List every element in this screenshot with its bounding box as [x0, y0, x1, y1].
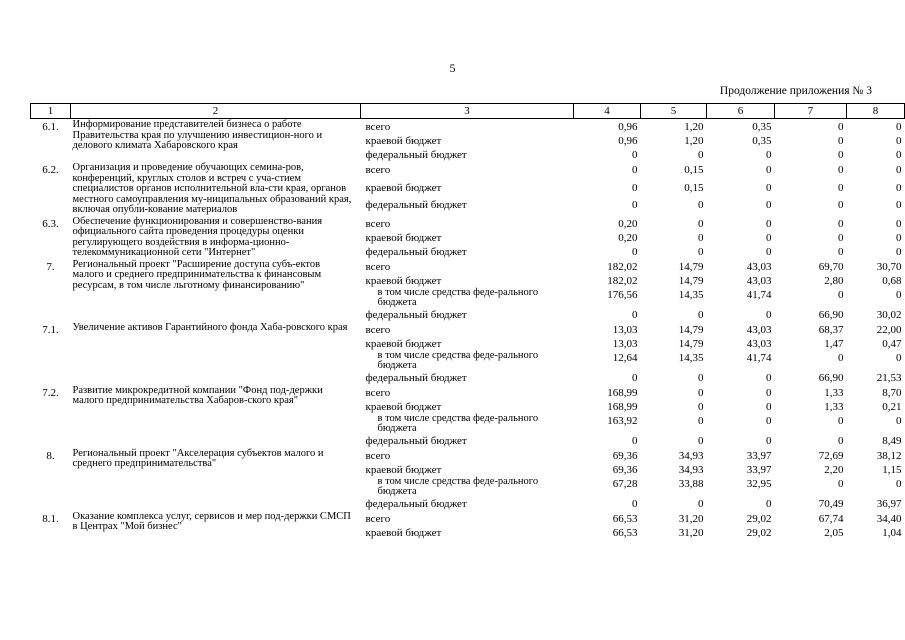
value-cell: 2,80: [824, 274, 844, 287]
value-cell: 14,79: [678, 274, 704, 287]
value-cell: 0,47: [882, 337, 902, 350]
item-number: 6.2.: [42, 164, 59, 176]
value-cell: 13,03: [612, 323, 638, 336]
value-cell: 0: [766, 149, 772, 161]
table-row: [31, 259, 905, 274]
funding-source: в том числе средства феде-рального бюджета: [377, 475, 539, 497]
funding-source: краевой бюджет: [365, 526, 442, 539]
value-cell: 0: [896, 477, 902, 490]
item-number: 8.: [46, 449, 55, 462]
value-cell: 2,05: [824, 526, 844, 539]
value-cell: 0: [838, 288, 844, 301]
value-cell: 12,64: [612, 351, 638, 364]
value-cell: 0: [698, 371, 704, 384]
funding-source: всего: [365, 121, 391, 133]
value-cell: 43,03: [746, 323, 772, 336]
value-cell: 0: [896, 199, 902, 212]
value-cell: 0: [838, 199, 844, 212]
value-cell: 0: [632, 371, 638, 384]
value-cell: 34,40: [876, 512, 902, 525]
value-cell: 0: [766, 371, 772, 384]
value-cell: 0: [698, 497, 704, 510]
value-cell: 0: [838, 351, 844, 364]
item-number: 6.3.: [42, 217, 59, 230]
value-cell: 0: [766, 245, 772, 258]
header-cell: 2: [71, 104, 361, 119]
value-cell: 33,97: [746, 449, 772, 462]
value-cell: 41,74: [746, 288, 772, 301]
value-cell: 14,79: [678, 260, 704, 273]
item-name: Организация и проведение обучающих семина-ров, конференций, круглых столов и встреч с уча-стием специалистов органов исполнительной вла-сти края, органов местного самоуправления му-ниципальных образований края, включая опубли-кование материалов: [72, 162, 352, 215]
value-cell: 0: [896, 121, 902, 133]
value-cell: 0: [698, 199, 704, 212]
table-row: [31, 448, 905, 463]
funding-source: краевой бюджет: [365, 463, 442, 476]
item-name: Увеличение активов Гарантийного фонда Хаба-ровского края: [72, 321, 348, 333]
table-row: [31, 162, 905, 181]
value-cell: 30,70: [876, 260, 902, 273]
item-number: 6.1.: [42, 121, 59, 133]
value-cell: 14,79: [678, 323, 704, 336]
value-cell: 34,93: [678, 449, 704, 462]
value-cell: 0: [896, 414, 902, 427]
value-cell: 176,56: [607, 288, 638, 301]
value-cell: 66,53: [612, 512, 638, 525]
funding-source: всего: [365, 164, 391, 176]
value-cell: 0: [632, 149, 638, 161]
value-cell: 0: [698, 217, 704, 230]
funding-source: в том числе средства феде-рального бюджета: [377, 286, 539, 308]
value-cell: 0: [838, 164, 844, 176]
value-cell: 0: [896, 149, 902, 161]
header-cell: 8: [847, 104, 905, 119]
value-cell: 0: [698, 149, 704, 161]
value-cell: 67,74: [818, 512, 844, 525]
value-cell: 1,33: [824, 386, 844, 399]
value-cell: 0: [632, 164, 638, 176]
value-cell: 32,95: [746, 477, 772, 490]
value-cell: 0,21: [882, 400, 902, 413]
value-cell: 2,20: [824, 463, 844, 476]
table-row: [31, 119, 905, 135]
value-cell: 0: [632, 199, 638, 212]
value-cell: 8,70: [882, 386, 902, 399]
value-cell: 43,03: [746, 337, 772, 350]
table-body: [31, 119, 905, 540]
value-cell: 30,02: [876, 308, 902, 321]
value-cell: 0: [632, 434, 638, 447]
value-cell: 0: [766, 217, 772, 230]
funding-source: федеральный бюджет: [365, 434, 467, 447]
value-cell: 0: [896, 135, 902, 147]
item-name: Информирование представителей бизнеса о работе Правительства края по улучшению инвестицион-ного и делового климата Хабаровского края: [72, 119, 323, 151]
value-cell: 0,35: [752, 135, 772, 147]
value-cell: 0: [766, 414, 772, 427]
value-cell: 31,20: [678, 512, 704, 525]
value-cell: 22,00: [876, 323, 902, 336]
value-cell: 163,92: [607, 414, 638, 427]
value-cell: 8,49: [882, 434, 902, 447]
value-cell: 66,90: [818, 371, 844, 384]
value-cell: 0: [766, 497, 772, 510]
item-name: Региональный проект "Расширение доступа субъ-ектов малого и среднего предпринимательства к финансовым ресурсам, в том числе льготному финансированию": [72, 258, 322, 291]
funding-source: федеральный бюджет: [365, 308, 467, 321]
value-cell: 168,99: [607, 400, 638, 413]
value-cell: 0: [896, 288, 902, 301]
value-cell: 41,74: [746, 351, 772, 364]
value-cell: 33,97: [746, 463, 772, 476]
value-cell: 1,47: [824, 337, 844, 350]
value-cell: 1,20: [684, 135, 704, 147]
item-number: 7.1.: [42, 323, 59, 336]
value-cell: 0: [766, 231, 772, 244]
value-cell: 1,20: [684, 121, 704, 133]
value-cell: 0: [698, 434, 704, 447]
funding-source: федеральный бюджет: [365, 149, 467, 161]
value-cell: 0,15: [684, 181, 704, 194]
funding-source: федеральный бюджет: [365, 497, 467, 510]
funding-source: краевой бюджет: [365, 135, 442, 147]
value-cell: 0: [766, 308, 772, 321]
value-cell: 0: [896, 231, 902, 244]
value-cell: 0: [896, 351, 902, 364]
table-row: [31, 322, 905, 337]
value-cell: 72,69: [818, 449, 844, 462]
value-cell: 66,90: [818, 308, 844, 321]
value-cell: 0,35: [752, 121, 772, 133]
value-cell: 0: [838, 434, 844, 447]
funding-source: всего: [365, 512, 391, 525]
funding-source: федеральный бюджет: [365, 371, 467, 384]
table-row: [31, 385, 905, 400]
value-cell: 0: [766, 400, 772, 413]
value-cell: 1,33: [824, 400, 844, 413]
value-cell: 31,20: [678, 526, 704, 539]
value-cell: 43,03: [746, 274, 772, 287]
value-cell: 0: [838, 477, 844, 490]
value-cell: 0: [838, 414, 844, 427]
value-cell: 69,36: [612, 449, 638, 462]
funding-source: всего: [365, 449, 391, 462]
value-cell: 66,53: [612, 526, 638, 539]
value-cell: 182,02: [607, 274, 638, 287]
value-cell: 0,15: [684, 164, 704, 176]
value-cell: 29,02: [746, 526, 772, 539]
page-number: 5: [449, 61, 456, 75]
value-cell: 34,93: [678, 463, 704, 476]
header-cell: 3: [361, 104, 574, 119]
value-cell: 0: [896, 164, 902, 176]
header-cell: 7: [775, 104, 847, 119]
funding-source: всего: [365, 217, 391, 230]
value-cell: 0: [838, 121, 844, 133]
item-name: Развитие микрокредитной компании "Фонд под-держки малого предпринимательства Хабаров-ского края": [72, 384, 323, 406]
value-cell: 0: [698, 386, 704, 399]
funding-source: в том числе средства феде-рального бюджета: [377, 412, 539, 434]
value-cell: 168,99: [607, 386, 638, 399]
value-cell: 21,53: [876, 371, 902, 384]
item-name: Региональный проект "Акселерация субъектов малого и среднего предпринимательства": [72, 447, 324, 469]
budget-table: [30, 103, 905, 540]
item-number: 8.1.: [42, 512, 59, 525]
funding-source: в том числе средства феде-рального бюджета: [377, 349, 539, 371]
funding-source: всего: [365, 323, 391, 336]
value-cell: 14,35: [678, 351, 704, 364]
value-cell: 13,03: [612, 337, 638, 350]
value-cell: 0: [896, 245, 902, 258]
value-cell: 0,96: [618, 135, 638, 147]
value-cell: 0: [632, 497, 638, 510]
value-cell: 33,88: [678, 477, 704, 490]
funding-source: краевой бюджет: [365, 274, 442, 287]
value-cell: 67,28: [612, 477, 638, 490]
funding-source: всего: [365, 260, 391, 273]
item-number: 7.2.: [42, 386, 59, 399]
value-cell: 14,35: [678, 288, 704, 301]
value-cell: 69,36: [612, 463, 638, 476]
table-row: [31, 511, 905, 526]
header-cell: 6: [707, 104, 775, 119]
value-cell: 0: [632, 181, 638, 194]
value-cell: 38,12: [876, 449, 902, 462]
header-row: [31, 104, 905, 119]
header-cell: 1: [31, 104, 71, 119]
value-cell: 0: [766, 199, 772, 212]
value-cell: 0: [766, 434, 772, 447]
value-cell: 36,97: [876, 497, 902, 510]
value-cell: 0,20: [618, 217, 638, 230]
value-cell: 0: [896, 217, 902, 230]
value-cell: 0: [766, 164, 772, 176]
value-cell: 43,03: [746, 260, 772, 273]
funding-source: краевой бюджет: [365, 400, 442, 413]
value-cell: 0: [838, 217, 844, 230]
value-cell: 0,20: [618, 231, 638, 244]
value-cell: 0: [698, 231, 704, 244]
header-cell: 4: [574, 104, 641, 119]
value-cell: 14,79: [678, 337, 704, 350]
header-cell: 5: [641, 104, 707, 119]
table-row: [31, 216, 905, 231]
value-cell: 1,15: [882, 463, 902, 476]
item-number: 7.: [46, 260, 55, 273]
value-cell: 182,02: [607, 260, 638, 273]
value-cell: 0: [838, 149, 844, 161]
funding-source: всего: [365, 386, 391, 399]
item-name: Оказание комплекса услуг, сервисов и мер под-держки СМСП в Центрах "Мой бизнес": [72, 510, 351, 532]
value-cell: 0,96: [618, 121, 638, 133]
value-cell: 0: [698, 245, 704, 258]
funding-source: федеральный бюджет: [365, 245, 467, 258]
funding-source: федеральный бюджет: [365, 199, 467, 212]
value-cell: 0: [838, 135, 844, 147]
value-cell: 68,37: [818, 323, 844, 336]
value-cell: 70,49: [818, 497, 844, 510]
value-cell: 0: [632, 308, 638, 321]
value-cell: 0: [896, 181, 902, 194]
value-cell: 0: [632, 245, 638, 258]
value-cell: 29,02: [746, 512, 772, 525]
value-cell: 69,70: [818, 260, 844, 273]
item-name: Обеспечение функционирования и совершенство-вания официального сайта проведения процедуры оценки регулирующего воздействия в информа-ционно-телекоммуникационной сети "Интернет": [72, 215, 323, 258]
value-cell: 0: [838, 245, 844, 258]
funding-source: краевой бюджет: [365, 231, 442, 244]
funding-source: краевой бюджет: [365, 181, 442, 194]
value-cell: 0: [838, 181, 844, 194]
value-cell: 0: [698, 400, 704, 413]
value-cell: 0,68: [882, 274, 902, 287]
value-cell: 1,04: [882, 526, 902, 539]
value-cell: 0: [766, 386, 772, 399]
value-cell: 0: [766, 181, 772, 194]
value-cell: 0: [698, 414, 704, 427]
value-cell: 0: [838, 231, 844, 244]
continuation-label: Продолжение приложения № 3: [719, 85, 872, 97]
value-cell: 0: [698, 308, 704, 321]
funding-source: краевой бюджет: [365, 337, 442, 350]
